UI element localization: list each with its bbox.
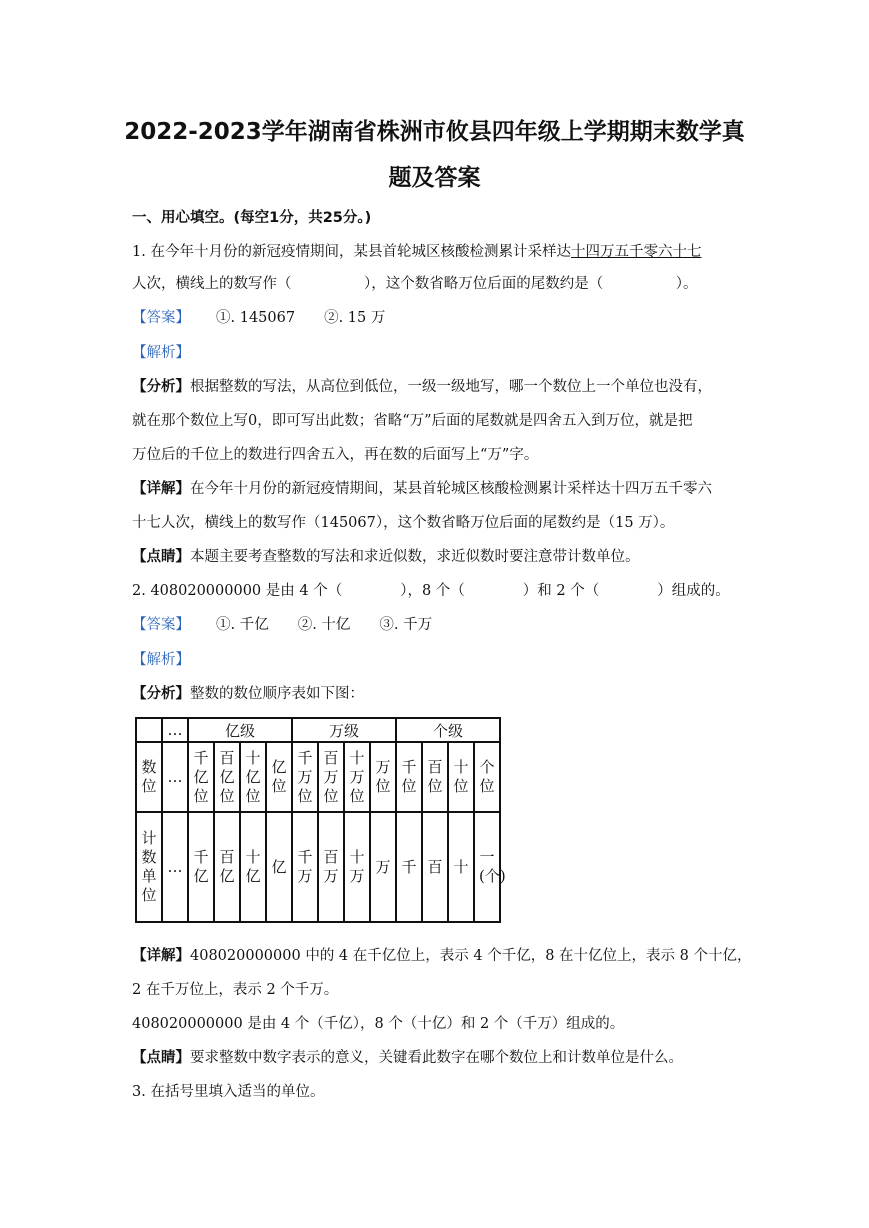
unit-label: 千 [401,857,417,876]
answer-tag: 【答案】 [132,310,190,326]
q1-stem-text: 1. 在今年十月份的新冠疫情期间，某县首轮城区核酸检测累计采样达 [132,244,571,260]
q1-fenxi-line3: 万位后的千位上的数进行四舍五入，再在数的后面写上“万”字。 [132,447,539,463]
header-blank-cell [136,718,162,742]
unit-cell [318,812,344,922]
q1-stem-line2: 人次，横线上的数写作（ ），这个数省略万位后面的尾数约是（ ）。 [132,276,698,292]
q3-stem: 3. 在括号里填入适当的单位。 [132,1084,325,1100]
digit-label: 千亿位 [193,748,209,805]
unit-cell [422,812,448,922]
q1-answer [132,306,385,327]
dianjing-tag: 【点睛】 [132,548,190,565]
digit-cell [422,742,448,812]
digit-cell [448,742,474,812]
q2-xiangjie-line1 [132,944,751,965]
unit-label: 十亿 [245,848,261,885]
dianjing-tag: 【点睛】 [132,1049,190,1066]
digit-label: 千万位 [297,748,313,805]
digit-cell [214,742,240,812]
unit-cell [370,812,396,922]
doc-title-line2: 题及答案 [388,165,481,191]
unit-label: 万 [375,857,391,876]
q2-dianjing-text: 要求整数中数字表示的意义，关键看此数字在哪个数位上和计数单位是什么。 [190,1050,683,1066]
digit-place-row [136,742,500,812]
digit-label: 百亿位 [219,748,235,805]
q2-stem: 2. 408020000000 是由 4 个（ ），8 个（ ）和 2 个（ ）组成的。 [132,583,730,599]
row-label-counting-unit [136,812,162,922]
q2-dianjing [132,1046,683,1067]
digit-label: 个位 [479,758,495,795]
q1-fenxi-text1: 根据整数的写法，从高位到低位，一级一级地写，哪一个数位上一个单位也没有， [190,379,712,395]
digit-cell [266,742,292,812]
unit-cell [396,812,422,922]
q1-dianjing [132,545,640,566]
doc-title-line1: 2022-2023学年湖南省株洲市攸县四年级上学期期末数学真 [124,119,745,145]
q2-fenxi [132,682,364,703]
unit-cell [214,812,240,922]
unit-label: 千万 [297,848,313,885]
fenxi-tag: 【分析】 [132,378,190,395]
q1-answer-text: ①. 145067 ②. 15 万 [216,310,386,326]
unit-label: 千亿 [193,848,209,885]
unit-cell [448,812,474,922]
q1-fenxi-line1 [132,375,712,396]
unit-label: 百万 [323,848,339,885]
q1-jiexi-tag: 【解析】 [132,345,190,361]
q1-stem-line1 [132,240,701,261]
digit-cell [396,742,422,812]
digit-cell [240,742,266,812]
digit-cell [344,742,370,812]
unit-label: 百 [427,857,443,876]
row-label-text: 计数单位 [141,829,157,904]
digit-cell [318,742,344,812]
digit-label: 十万位 [349,748,365,805]
unit-cell [266,812,292,922]
q2-answer-text: ①. 千亿 ②. 十亿 ③. 千万 [216,617,433,633]
header-yi-level: 亿级 [188,718,292,742]
row-label-text: 数位 [141,758,157,795]
q1-xiangjie-line2: 十七人次，横线上的数写作（145067），这个数省略万位后面的尾数约是（15 万）。 [132,515,675,531]
unit-cell [188,812,214,922]
xiangjie-tag: 【详解】 [132,480,190,497]
q2-jiexi-tag: 【解析】 [132,652,190,668]
unit-label: 十万 [349,848,365,885]
q2-xiangjie-line2: 2 在千万位上，表示 2 个千万。 [132,982,339,998]
digit-label: 十亿位 [245,748,261,805]
digit-label: 百万位 [323,748,339,805]
digit-label: 十位 [453,758,469,795]
ellipsis-cell: … [162,812,188,922]
ellipsis-cell: … [162,742,188,812]
section-heading: 一、用心填空。(每空1分，共25分。) [132,210,372,226]
q1-dianjing-text: 本题主要考查整数的写法和求近似数，求近似数时要注意带计数单位。 [190,549,640,565]
digit-label: 百位 [427,758,443,795]
q2-fenxi-text: 整数的数位顺序表如下图： [190,686,364,702]
xiangjie-tag: 【详解】 [132,947,190,964]
counting-unit-row [136,812,500,922]
q2-answer [132,613,432,634]
q1-underlined-number: 十四万五千零六十七 [570,244,702,260]
digit-cell [292,742,318,812]
header-ge-level: 个级 [396,718,500,742]
q2-xiangjie-line3: 408020000000 是由 4 个（千亿），8 个（十亿）和 2 个（千万）组成的。 [132,1016,625,1032]
unit-cell [240,812,266,922]
q1-fenxi-line2: 就在那个数位上写0，即可写出此数；省略“万”后面的尾数就是四舍五入到万位，就是把 [132,413,693,429]
table-header-row [136,718,500,742]
row-label-digit-place [136,742,162,812]
header-ellipsis-cell: … [162,718,188,742]
unit-label: 十 [453,857,469,876]
digit-label: 万位 [375,758,391,795]
digit-cell [370,742,396,812]
unit-cell [292,812,318,922]
unit-cell [474,812,506,922]
unit-label: 一(个) [479,848,506,885]
place-value-table [135,717,506,923]
q1-xiangjie-line1 [132,477,712,498]
q1-xiangjie-text1: 在今年十月份的新冠疫情期间，某县首轮城区核酸检测累计采样达十四万五千零六 [190,481,712,497]
digit-label: 千位 [401,758,417,795]
answer-tag: 【答案】 [132,617,190,633]
digit-cell [474,742,500,812]
digit-label: 亿位 [271,758,287,795]
q2-xiangjie-text1: 408020000000 中的 4 在千亿位上，表示 4 个千亿，8 在十亿位上，表示 8 个十亿， [190,948,752,964]
header-wan-level: 万级 [292,718,396,742]
unit-label: 百亿 [219,848,235,885]
unit-label: 亿 [271,857,287,876]
fenxi-tag: 【分析】 [132,685,190,702]
digit-cell [188,742,214,812]
unit-cell [344,812,370,922]
